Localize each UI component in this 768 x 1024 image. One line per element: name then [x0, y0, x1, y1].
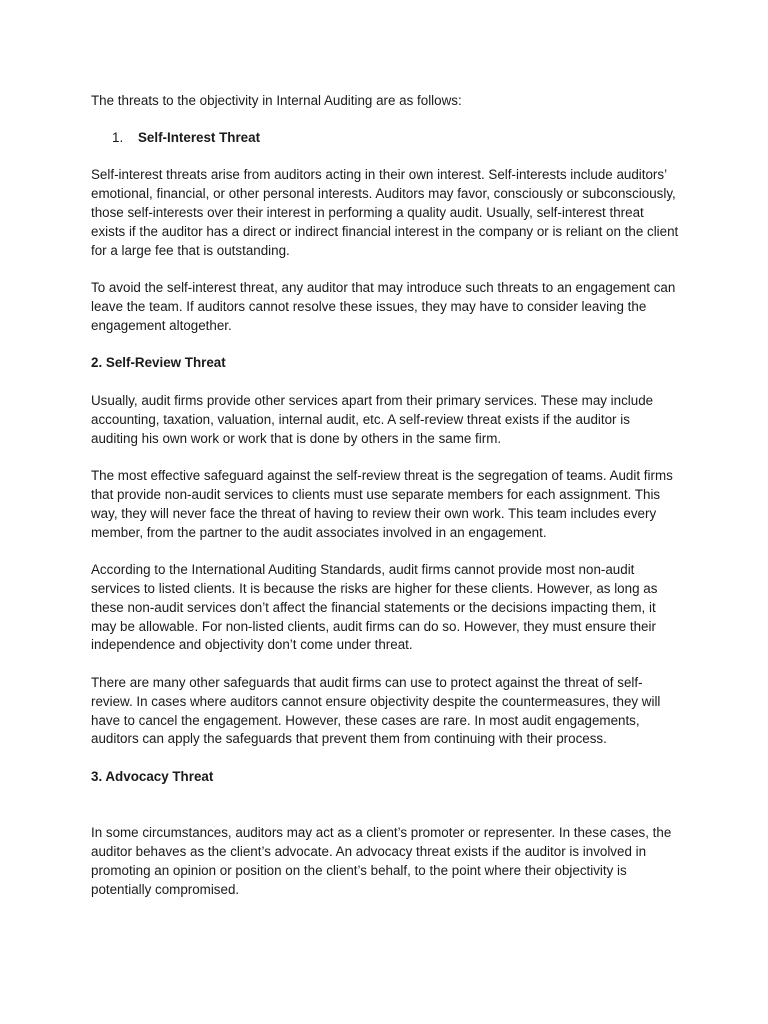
section-2-paragraph-3: According to the International Auditing Standards, audit firms cannot provide most non-audit services to listed clients. It is because the risks are higher for these clients. However, as long as these non-audit services don’t affect the financial statements or the decisions impacting them, it may be allowable. For non-listed clients, audit firms can do so. However, they must ensure their independence and objectivity don’t come under threat.	[91, 562, 658, 653]
section-1-title: Self-Interest Threat	[138, 129, 261, 145]
intro-text: The threats to the objectivity in Internal Auditing are as follows:	[91, 93, 462, 108]
section-3-paragraph-1: In some circumstances, auditors may act as a client’s promoter or representer. In these cases, the auditor behaves as the client’s advocate. An advocacy threat exists if the auditor is involved in promoting an opinion or position on the client’s behalf, to the point where their objectivity is potentially compromised.	[91, 825, 672, 897]
section-1-number: 1.	[112, 129, 124, 145]
section-2-paragraph-2: The most effective safeguard against the self-review threat is the segregation of teams. Audit firms that provide non-audit services to clients must use separate members for each assignment. This way, they will never face the threat of having to review their own work. This team includes every member, from the partner to the audit associates involved in an engagement.	[91, 468, 673, 540]
section-1-paragraph-1: Self-interest threats arise from auditors acting in their own interest. Self-interests include auditors’ emotional, financial, or other personal interests. Auditors may favor, consciously or subconsciously, those self-interests over their interest in performing a quality audit. Usually, self-interest threat exists if the auditor has a direct or indirect financial interest in the company or is reliant on the client for a large fee that is outstanding.	[91, 167, 679, 258]
section-3-heading: 3. Advocacy Threat	[91, 768, 214, 784]
section-2-heading: 2. Self-Review Threat	[91, 355, 226, 371]
section-1-heading	[91, 129, 680, 148]
section-2-paragraph-1: Usually, audit firms provide other services apart from their primary services. These may include accounting, taxation, valuation, internal audit, etc. A self-review threat exists if the auditor is auditing his own work or work that is done by others in the same firm.	[91, 392, 654, 446]
section-1-paragraph-2: To avoid the self-interest threat, any auditor that may introduce such threats to an engagement can leave the team. If auditors cannot resolve these issues, they may have to consider leaving the engagement altogether.	[91, 280, 676, 333]
section-2-paragraph-4: There are many other safeguards that audit firms can use to protect against the threat of self-review. In cases where auditors cannot ensure objectivity despite the countermeasures, they will have to cancel the engagement. However, these cases are rare. In most audit engagements, auditors can apply the safeguards that prevent them from continuing with their process.	[91, 674, 661, 747]
